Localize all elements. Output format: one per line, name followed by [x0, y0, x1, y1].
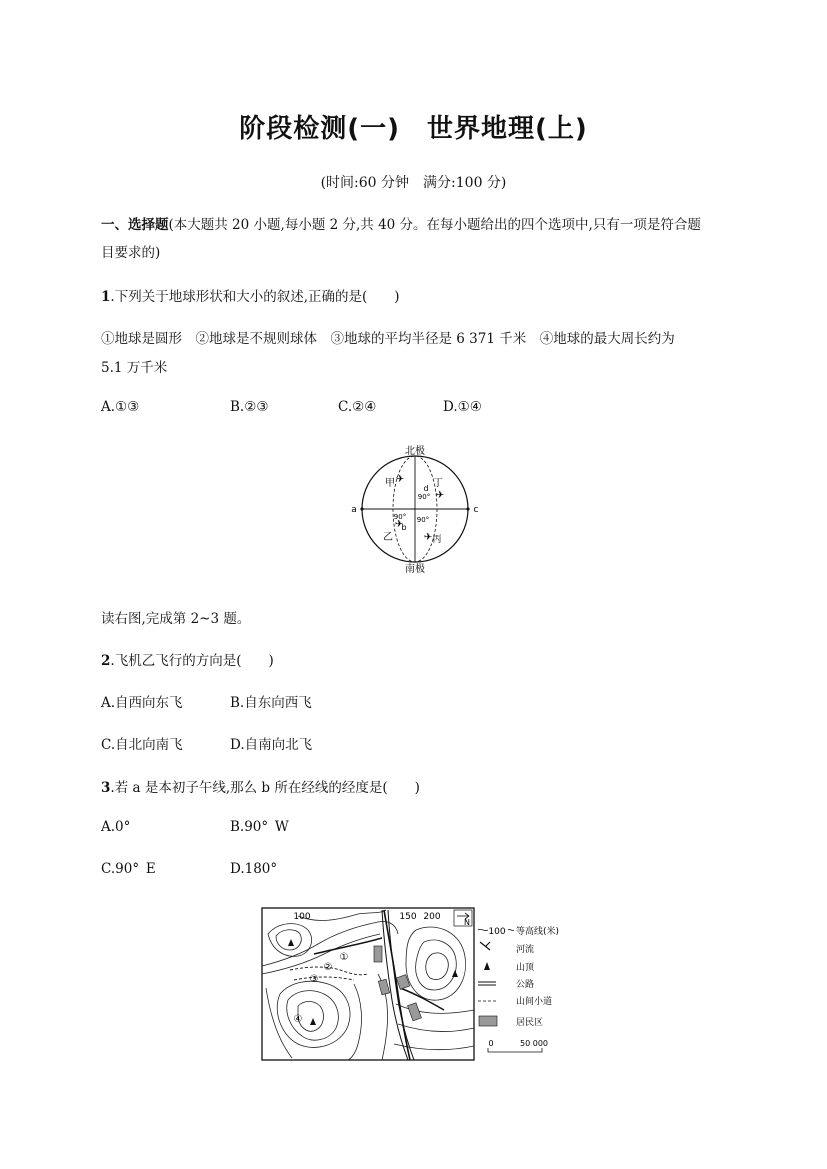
q3-option-d[interactable]: D.180°	[230, 861, 278, 877]
question-2	[101, 649, 274, 669]
scale-zero: 0	[488, 1039, 494, 1048]
scale-bar	[488, 1048, 542, 1052]
label-jia: 甲	[385, 478, 395, 489]
south-pole-label: 南极	[405, 564, 425, 575]
legend-road-label: 公路	[516, 980, 535, 990]
legend-settlement-label: 居民区	[516, 1018, 544, 1028]
settlement-1	[374, 946, 382, 962]
section-description: (本大题共 20 小题,每小题 2 分,共 40 分。在每小题给出的四个选项中,只有一项是符合题	[168, 217, 701, 233]
marker-3: ③	[309, 974, 319, 985]
q2-option-b[interactable]: B.自东向西飞	[230, 695, 312, 711]
q2-option-c[interactable]: C.自北向南飞	[101, 737, 183, 753]
question-number: 2	[101, 653, 111, 669]
q3-option-a[interactable]: A.0°	[101, 819, 131, 835]
q3-option-b[interactable]: B.90° W	[230, 819, 289, 835]
question-3	[101, 776, 420, 796]
marker-4: ④	[293, 1014, 303, 1025]
section-description-cont: 目要求的)	[101, 245, 161, 261]
plane-bing-icon: ✈	[423, 532, 433, 543]
q2-option-a[interactable]: A.自西向东飞	[101, 695, 183, 711]
q1-statements-cont: 5.1 万千米	[101, 360, 168, 376]
legend-trail-label: 山间小道	[516, 997, 553, 1007]
q1-option-c[interactable]: C.②④	[338, 399, 377, 415]
q1-option-a[interactable]: A.①③	[101, 399, 140, 415]
question-stem: .下列关于地球形状和大小的叙述,正确的是( )	[110, 289, 400, 305]
angle-label-3: 90°	[416, 516, 430, 524]
point-c	[466, 507, 469, 510]
question-stem: .飞机乙飞行的方向是( )	[110, 653, 274, 669]
contour-200-label: 200	[423, 912, 441, 922]
q1-statements: ①地球是圆形 ②地球是不规则球体 ③地球的平均半径是 6 371 千米 ④地球的最大周长约为	[101, 331, 675, 347]
plane-ding-icon: ✈	[435, 490, 445, 501]
plane-yi-icon: ✈	[394, 519, 404, 530]
contour-150-label: 150	[399, 912, 417, 922]
q3-option-c[interactable]: C.90° E	[101, 861, 156, 877]
contour-map-figure	[258, 904, 578, 1064]
angle-label-1: 90°	[417, 493, 431, 501]
contour-100-label: 100	[293, 912, 311, 922]
q1-option-d[interactable]: D.①④	[443, 399, 482, 415]
label-b: b	[401, 523, 407, 532]
label-a: a	[351, 505, 357, 515]
legend-peak-icon	[484, 962, 490, 970]
section-heading: 一、选择题	[101, 217, 169, 233]
marker-1: ①	[339, 952, 349, 963]
label-bing: 丙	[432, 535, 442, 545]
figure-instruction: 读右图,完成第 2~3 题。	[101, 611, 251, 627]
question-1	[101, 285, 400, 305]
legend-contour-icon	[478, 929, 488, 930]
scale-value: 50 000	[520, 1039, 548, 1048]
label-yi: 乙	[383, 532, 393, 543]
legend-river-icon	[480, 942, 490, 950]
plane-jia-icon: ✈	[395, 474, 405, 485]
north-pole-label: 北极	[405, 446, 425, 457]
q1-option-b[interactable]: B.②③	[230, 399, 269, 415]
north-label: N	[464, 918, 470, 927]
legend-peak-label: 山顶	[516, 963, 535, 973]
question-number: 3	[101, 780, 111, 796]
globe-figure	[340, 438, 490, 578]
question-stem: .若 a 是本初子午线,那么 b 所在经线的经度是( )	[110, 780, 420, 796]
legend-contour-number: 100	[488, 927, 506, 937]
label-d: d	[423, 484, 429, 493]
question-number: 1	[101, 289, 111, 305]
exam-info: (时间:60 分钟 满分:100 分)	[320, 175, 507, 191]
point-a	[360, 507, 363, 510]
legend-settlement-icon	[479, 1016, 497, 1026]
legend-contour-icon-tail	[508, 929, 514, 930]
page-title: 阶段检测(一) 世界地理(上)	[239, 114, 588, 144]
legend-contour-label: 等高线(米)	[516, 927, 560, 937]
angle-label-2: 90°	[393, 513, 407, 521]
legend-river-label: 河流	[516, 945, 535, 955]
label-c: c	[473, 505, 479, 515]
marker-2: ②	[323, 962, 333, 973]
section-header	[101, 213, 701, 233]
q2-option-d[interactable]: D.自南向北飞	[230, 737, 313, 753]
label-ding: 丁	[433, 478, 443, 489]
